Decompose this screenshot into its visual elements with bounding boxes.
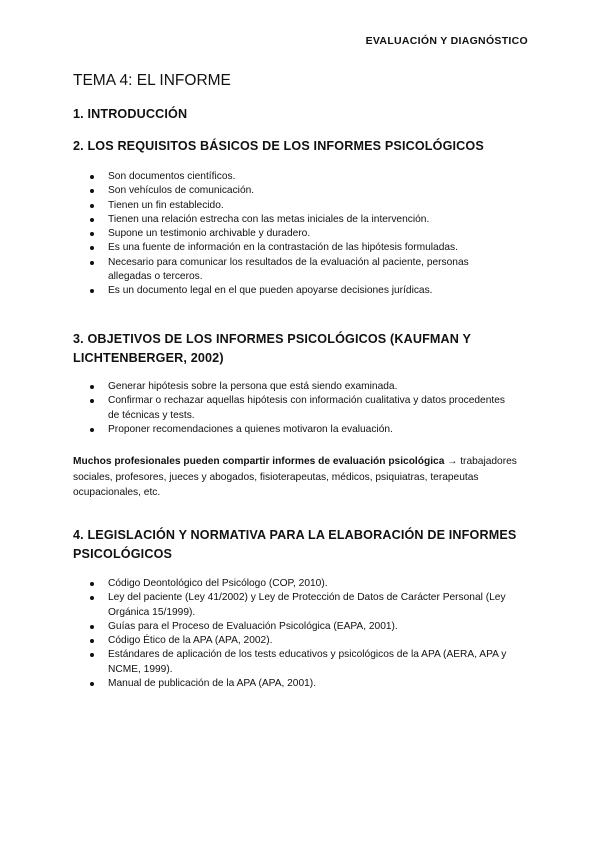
list-item: Manual de publicación de la APA (APA, 2001). [73,677,513,691]
list-item: Ley del paciente (Ley 41/2002) y Ley de Protección de Datos de Carácter Personal (Ley Orgánica 15/1999). [73,591,513,620]
requisitos-list [73,170,513,299]
list-item: Generar hipótesis sobre la persona que está siendo examinada. [73,380,513,394]
objetivos-list [73,380,513,437]
list-item: Son documentos científicos. [73,170,513,184]
legislacion-list [73,577,513,691]
list-item: Es una fuente de información en la contrastación de las hipótesis formuladas. [73,241,513,255]
list-item: Necesario para comunicar los resultados de la evaluación al paciente, personas allegadas o terceros. [73,256,513,285]
list-item: Código Deontológico del Psicólogo (COP, 2010). [73,577,513,591]
list-item: Son vehículos de comunicación. [73,184,513,198]
section-heading-introduccion: 1. INTRODUCCIÓN [73,107,188,121]
list-item: Estándares de aplicación de los tests educativos y psicológicos de la APA (AERA, APA y NCME, 1999). [73,648,513,677]
list-item: Tienen un fin establecido. [73,199,513,213]
list-item: Confirmar o rechazar aquellas hipótesis con información cualitativa y datos procedentes de técnicas y tests. [73,394,513,423]
running-header: EVALUACIÓN Y DIAGNÓSTICO [365,35,528,47]
profesionales-note [73,454,533,501]
list-item: Código Ético de la APA (APA, 2002). [73,634,513,648]
page-title: TEMA 4: EL INFORME [73,72,231,89]
list-item: Supone un testimonio archivable y duradero. [73,227,513,241]
list-item: Tienen una relación estrecha con las metas iniciales de la intervención. [73,213,513,227]
note-text: trabajadores sociales, profesores, jueces y abogados, fisioterapeutas, médicos, psiquiatras, terapeutas ocupacionales, etc. [73,456,517,498]
list-item: Proponer recomendaciones a quienes motivaron la evaluación. [73,423,513,437]
list-item: Es un documento legal en el que pueden apoyarse decisiones jurídicas. [73,284,513,298]
list-item: Guías para el Proceso de Evaluación Psicológica (EAPA, 2001). [73,620,513,634]
section-heading-legislacion: 4. LEGISLACIÓN Y NORMATIVA PARA LA ELABORACIÓN DE INFORMES PSICOLÓGICOS [73,528,517,561]
note-bold-lead: Muchos profesionales pueden compartir informes de evaluación psicológica → [73,456,458,467]
section-heading-objetivos: 3. OBJETIVOS DE LOS INFORMES PSICOLÓGICOS (KAUFMAN Y LICHTENBERGER, 2002) [73,332,471,365]
section-heading-requisitos: 2. LOS REQUISITOS BÁSICOS DE LOS INFORMES PSICOLÓGICOS [73,139,484,153]
